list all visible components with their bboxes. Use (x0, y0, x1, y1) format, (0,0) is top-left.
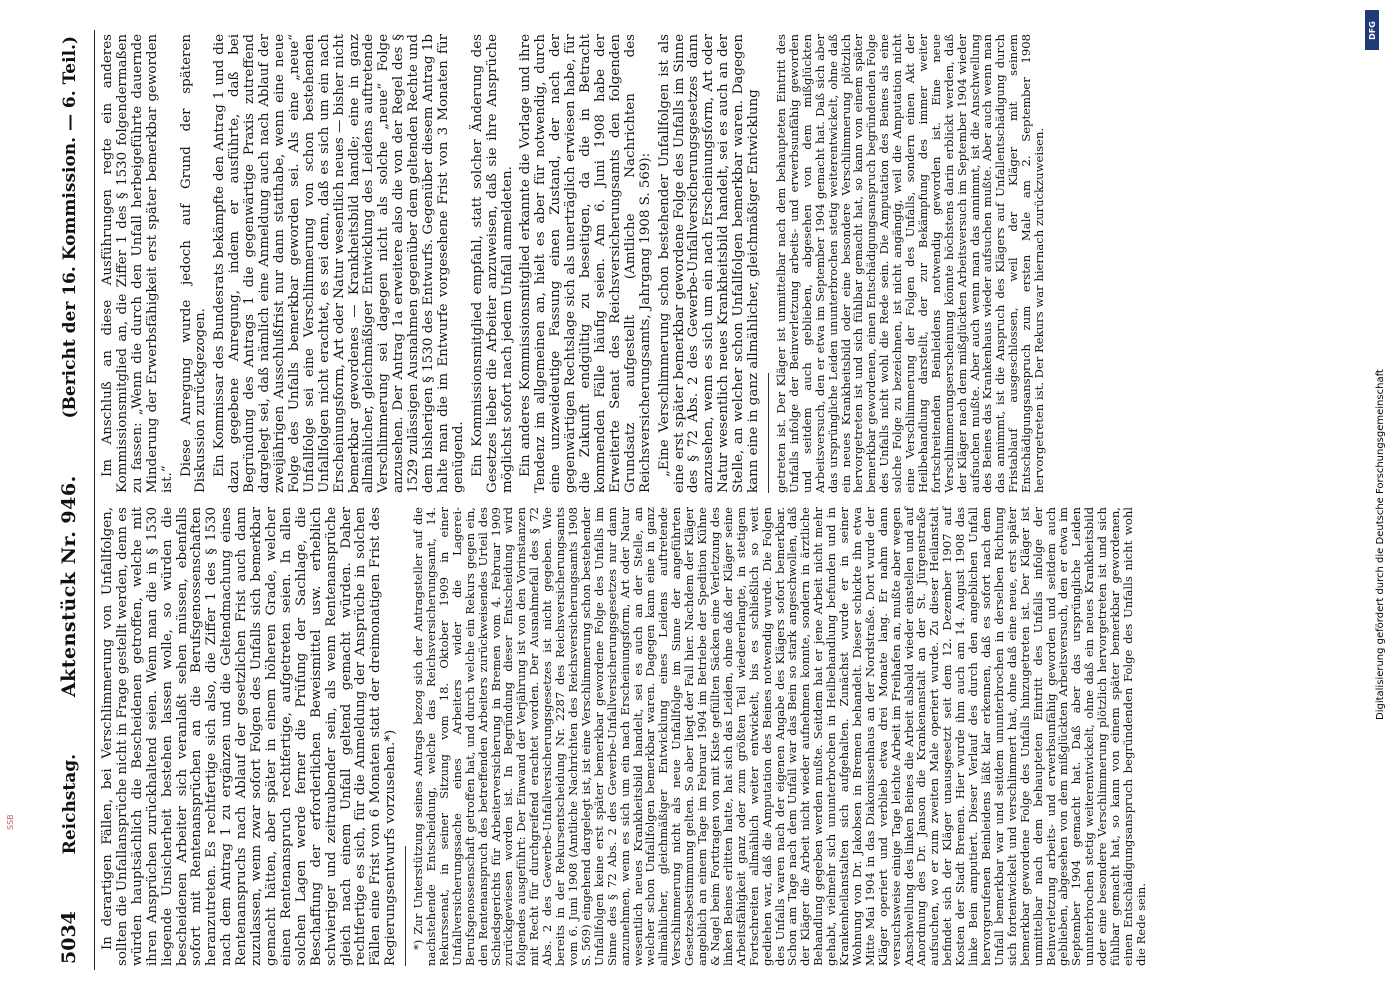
document-title: Aktenstück Nr. 946. (58, 475, 80, 698)
running-head-right: (Bericht der 16. Kommission. — 6. Teil.) (60, 36, 80, 419)
page-number: 5034 (58, 911, 80, 964)
footnote: *) Zur Unterstützung seines Antrags bezog sich der Antragsteller auf die nachstehende Entscheidung, welche das Reichsversicherungsamt, 14. Rekurssenat, in seiner Sitzung vom 18. Oktober 1909 in einer Unfallversicherungssache eines Arbeiters wider die Lagerei-Berufsgenossenschaft getroffen hat, und durch welche ein Rekurs gegen ein, den Rentenanspruch des betreffenden Arbeiters zurückweisendes Urteil des Schiedsgerichts für Arbeiterversicherung in Bremen vom 4. Februar 1909 zurückgewiesen worden ist. In Begründung dieser Entscheidung wird folgendes ausgeführt: Der Einwand der Verjährung ist von den Vorinstanzen mit Recht für durchgreifend erachtet worden. Der Ausnahmefall des § 72 Abs. 2 des Gewerbe-Unfallversicherungsgesetzes ist nicht gegeben. Wie bereits in der Rekursentscheidung Nr. 2287 des Reichsversicherungsamts vom 6. Juni 1908 (Amtliche Nachrichten des Reichsversicherungsamts 1908 S. 569) eingehend dargelegt ist, ist eine Verschlimmerung schon bestehender Unfallfolgen keine erst später bemerkbar gewordene Folge des Unfalls im Sinne des § 72 Abs. 2 des Gewerbe-Unfallversicherungsgesetzes nur dann anzunehmen, wenn es sich um ein nach Erscheinungsform, Art oder Natur wesentlich neues Krankheitsbild handelt, sei es auch an der Stelle, an welcher schon Unfallfolgen bemerkbar waren. Dagegen kann eine in ganz allmählicher, gleichmäßiger Entwicklung eines Leidens auftretende Verschlimmerung nicht als neue Unfallfolge im Sinne der angeführten Gesetzesbestimmung gelten. So aber liegt der Fall hier. Nachdem der Kläger angeblich an einem Tage im Februar 1904 im Betriebe der Spedition Kühne & Nagel beim Forttragen von mit Kiste gefüllten Säcken eine Verletzung des linken Beines erlitten hatte, hat sich das Leiden, ohne daß der Kläger seine Arbeitsfähigkeit ganz oder zum größten Teil wiedererlangte, in stetigem Fortschreiten allmählich weiter entwickelt, bis es schließlich so weit gediehen war, daß die Amputation des Beines notwendig wurde. Die Folgen des Unfalls waren nach der eigenen Angabe des Klägers sofort bemerkbar. Schon am Tage nach dem Unfall war das Bein so stark angeschwollen, daß der Kläger die Arbeit nicht wieder aufnehmen konnte, sondern in ärztliche Behandlung gegeben werden mußte. Seitdem hat er jene Arbeit nicht mehr gehabt, vielmehr sich ununterbrochen in Heilbehandlung befunden und in Krankenheilanstalten sich aufgehalten. Zunächst wurde er in seiner Wohnung von Dr. Jakobsen in Bremen behandelt. Dieser schickte ihn etwa Mitte Mai 1904 in das Diakonissenhaus an der Nordstraße. Dort wurde der Kläger operiert und verblieb etwa drei Monate lang. Er nahm dann versuchsweise einige Tage leichte Arbeit im Freihafen an, mußte aber wegen Anschwellung des linken Beines die Arbeit alsbald wieder einstellen und auf Anordnung des Dr. Janson die Krankenanstalt an der St. Jürgenstraße aufsuchen, wo er zum zweiten Male operiert wurde. Zu dieser Heilanstalt befindet sich der Kläger unausgesetzt seit dem 12. Dezember 1907 auf Kosten der Stadt Bremen. Hier wurde ihm auch am 14. August 1908 das linke Bein amputiert. Dieser Verlauf des durch den angeblichen Unfall hervorgerufenen Beinleidens läßt klar erkennen, daß es sofort nach dem Unfall bemerkbar war und seitdem ununterbrochen in derselben Richtung sich fortentwickelt und verschlimmert hat, ohne daß eine neue, erst später bemerkbar gewordene Folge des Unfalls hinzugetreten ist. Der Kläger ist unmittelbar nach dem behaupteten Eintritt des Unfalls infolge der Beinverletzung arbeits- und erwerbsunfähig geworden und seitdem auch geblieben, abgesehen von dem mißglückten Arbeitsversuch, den er etwa im September 1904 gemacht hat. Daß aber das ursprüngliche Leiden ununterbrochen stetig weiterentwickelt, ohne daß ein neues Krankheitsbild oder eine besondere Verschlimmerung plötzlich hervorgetreten ist und sich fühlbar gemacht hat, so kann von einem später bemerkbar gewordenen, einen Entschädigungsanspruch begründenden Folge des Unfalls nicht wohl die Rede sein. (411, 507, 1148, 966)
digitization-credit: Digitalisierung gefördert durch die Deutsche Forschungsgemeinschaft (1375, 369, 1386, 720)
document-page (58, 30, 1358, 970)
footnote-rule (405, 846, 406, 966)
quotation: „Eine Verschlimmerung schon bestehender Unfallfolgen ist als eine erst später bemerkbar gewordene Folge des Unfalls im Sinne des § 72 Abs. 2 des Gewerbe-Unfallversicherungsgesetzes dann anzusehen, wenn es sich um ein nach Erscheinungsform, Art oder Natur wesentlich neues Krankheitsbild handelt, sei es auch an der Stelle, an welcher schon Unfallfolgen bemerkbar waren. Dagegen kann eine in ganz allmählicher, gleichmäßiger Entwicklung (656, 34, 762, 493)
paragraph: Diese Anregung wurde jedoch auf Grund der späteren Diskussion zurückgezogen. (178, 34, 209, 493)
right-margin (1365, 0, 1386, 1000)
paragraph: In derartigen Fällen, bei Verschlimmerung von Unfallfolgen, sollten die Unfallansprüche nicht in Frage gestellt werden, denn es würden hauptsächlich die Bescheidenen getroffen, welche mit ihren Ansprüchen zurückhaltend seien. Wenn man die in § 1530 liegende Unsicherheit bestehen lassen wolle, so würden die bescheidenen Arbeiter sich veranlaßt sehen müssen, ebenfalls sofort mit Rentenansprüchen an die Berufsgenossenschaften heranzutreten. Es rechtfertige sich also, die Ziffer 1 des § 1530 nach dem Antrag 1 zu ergänzen und die Geltendmachung eines Rentenanspruchs nach Ablauf der gesetzlichen Frist auch dann zuzulassen, wenn zwar sofort Folgen des Unfalls sich bemerkbar gemacht hätten, aber später in einem höheren Grade, welcher einen Rentenanspruch rechtfertige, aufgetreten seien. In allen solchen Lagen werde ferner die Prüfung der Sachlage, die Beschaffung der erforderlichen Beweismittel usw. erheblich schwieriger und zeitraubender sein, als wenn Rentenansprüche gleich nach einem Unfall geltend gemacht würden. Daher rechtfertige es sich, für die Anmeldung der Ansprüche in solchen Fällen eine Frist von 6 Monaten statt der dreimonatigen Frist des Regierungsentwurfs vorzusehen.*) (100, 507, 399, 966)
running-head-left: Reichstag. (60, 753, 80, 855)
right-column (101, 34, 1152, 493)
margin-note: SSB (6, 814, 15, 830)
footnote-rule (768, 373, 769, 493)
footnote-continued: getreten ist. Der Kläger ist unmittelbar nach dem behaupteten Eintritt des Unfalls infolge der Beinverletzung arbeits- und erwerbsunfähig geworden und seitdem auch geblieben, abgesehen von dem mißglückten Arbeitsversuch, den er etwa im September 1904 gemacht hat. Daß sich aber das ursprüngliche Leiden ununterbrochen stetig weiterentwickelt, ohne daß ein neues Krankheitsbild oder eine besondere Verschlimmerung plötzlich hervorgetreten ist und sich fühlbar gemacht hat, so kann von einem später bemerkbar gewordenen, einen Entschädigungsanspruch begründenden Folge des Unfalls nicht wohl die Rede sein. Die Amputation des Beines als eine solche Folge zu bezeichnen, ist nicht angängig, weil die Amputation nicht eine Verschlimmerung der Folgen des Unfalls, sondern einen Akt der Heilbehandlung darstellt, der zur Bekämpfung des immer weiter fortschreitenden Beinleidens notwendig geworden ist. Eine neue Verschlimmerungserscheinung könnte höchstens darin erblickt werden, daß der Kläger nach dem mißglückten Arbeitsversuch im September 1904 wieder aufsuchen mußte. Aber auch wenn man das annimmt, ist die Anschwellung des Beines das Krankenhaus wieder aufsuchen mußte. Aber auch wenn man das annimmt, ist die Anspruch des Klägers auf Unfallentschädigung durch Fristablauf ausgeschlossen, weil der Kläger mit seinem Entschädigungsanspruch zum ersten Male am 2. September 1908 hervorgetreten ist. Der Rekurs war hiernach zurückzuweisen. (773, 34, 1047, 493)
text-columns (101, 30, 1152, 970)
paragraph: Im Anschluß an diese Ausführungen regte ein anderes Kommissionsmitglied an, die Ziffer 1 des § 1530 folgendermaßen zu fassen: „Wenn die durch den Unfall herbeigeführte dauernde Minderung der Erwerbsfähigkeit erst später bemerkbar geworden ist.“ (100, 34, 175, 493)
paragraph: Ein Kommissar des Bundesrats bekämpfte den Antrag 1 und die dazu gegebene Anregung, indem er ausführte, daß bei Begründung des Antrags 1 die gegenwärtige Praxis zutreffend dargelegt sei, daß nämlich eine Anmeldung auch nach Ablauf der zweijährigen Ausschlußfrist nur dann statthabe, wenn eine neue Folge des Unfalls bemerkbar geworden sei. Als eine „neue“ Unfallfolge sei eine Verschlimmerung von schon bestehenden Unfallfolgen nicht erachtet, es sei denn, daß es sich um ein nach Erscheinungsform, Art oder Natur wesentlich neues — bisher nicht bemerkbar gewordenes — Krankheitsbild handle; eine in ganz allmählicher, gleichmäßiger Entwicklung des Leidens auftretende Verschlimmerung sei dagegen nicht als solche „neue“ Folge anzusehen. Der Antrag 1a erweitere also die von der Regel des § 1529 zulässigen Ausnahmen gegenüber dem geltenden Rechte und dem bisherigen § 1530 des Entwurfs. Gegenüber diesem Antrag 1b halte man die im Entwurfe vorgesehene Frist von 3 Monaten für genügend. (212, 34, 466, 493)
page-header (58, 30, 95, 970)
dfg-logo-text: DFG (1367, 20, 1377, 40)
paragraph: Ein Kommissionsmitglied empfahl, statt solcher Änderung des Gesetzes lieber die Arbeiter anzuweisen, daß sie ihre Ansprüche möglichst sofort nach jedem Unfall anmeldeten. (469, 34, 515, 493)
left-column (101, 507, 1152, 966)
paragraph: Ein anderes Kommissionsmitglied erkannte die Vorlage und ihre Tendenz im allgemeinen an, hielt es aber für notwendig, durch eine unzweideutige Fassung einen Zustand, der nach der gegenwärtigen Rechtslage sich als unerträglich erwiesen habe, für die Zukunft endgültig zu beseitigen, da die in Betracht kommenden Fälle häufig seien. Am 6. Juni 1908 habe der Erweiterte Senat des Reichsversicherungsamts den folgenden Grundsatz aufgestellt (Amtliche Nachrichten des Reichsversicherungsamts, Jahrgang 1908 S. 569): (518, 34, 653, 493)
